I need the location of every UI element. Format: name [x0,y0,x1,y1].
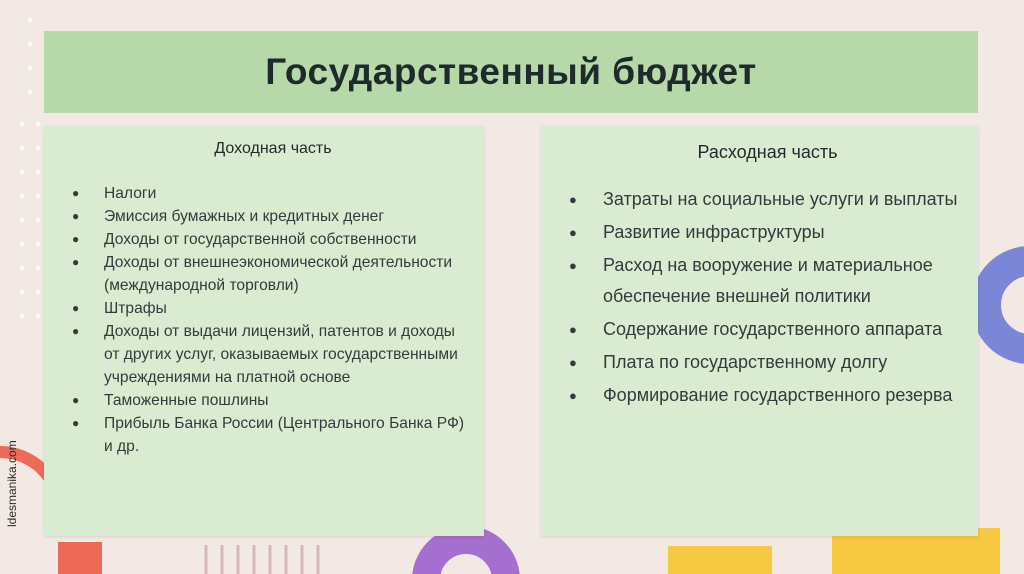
income-card [44,126,484,536]
list-item: ● Прибыль Банка России (Центрального Банка РФ) и др. [72,412,474,458]
income-heading: Доходная часть [214,140,332,157]
expense-list [569,184,966,411]
bullet-icon: ● [569,388,577,403]
bullet-icon: ● [569,322,577,337]
list-item: ● Доходы от государственной собственности [72,228,474,251]
blue-ring-decoration [986,261,1024,349]
list-item: ● Затраты на социальные услуги и выплаты [569,184,966,215]
list-item: ● Расход на вооружение и материальное обеспечение внешней политики [569,250,966,312]
list-item: ● Формирование государственного резерва [569,380,966,411]
title-banner [44,31,978,113]
bullet-icon: ● [72,324,80,338]
expense-heading: Расходная часть [697,142,838,162]
list-item: ● Доходы от внешнеэкономической деятельности (международной торговли) [72,251,474,297]
list-item: ● Штрафы [72,297,474,320]
bullet-icon: ● [569,192,577,207]
expense-card [541,126,978,536]
bullet-icon: ● [569,355,577,370]
bullet-icon: ● [72,416,80,430]
bullet-icon: ● [72,301,80,315]
bullet-icon: ● [72,186,80,200]
income-list [72,182,474,458]
yellow-block-decoration [668,546,772,574]
bullet-icon: ● [569,225,577,240]
bullet-icon: ● [72,209,80,223]
purple-ring-decoration [426,540,506,574]
bullet-icon: ● [72,232,80,246]
list-item: ● Доходы от выдачи лицензий, патентов и доходы от других услуг, оказываемых государственными учреждениями на платной основе [72,320,474,389]
list-item: ● Налоги [72,182,474,205]
bullet-icon: ● [72,255,80,269]
watermark-text: ldesmanika.com [5,440,19,527]
list-item: ● Содержание государственного аппарата [569,314,966,345]
bullet-icon: ● [72,393,80,407]
list-item: ● Развитие инфраструктуры [569,217,966,248]
bullet-icon: ● [569,258,577,273]
list-item: ● Эмиссия бумажных и кредитных денег [72,205,474,228]
list-item: ● Плата по государственному долгу [569,347,966,378]
page-title: Государственный бюджет [265,51,757,92]
list-item: ● Таможенные пошлины [72,389,474,412]
red-block-decoration [58,542,102,574]
